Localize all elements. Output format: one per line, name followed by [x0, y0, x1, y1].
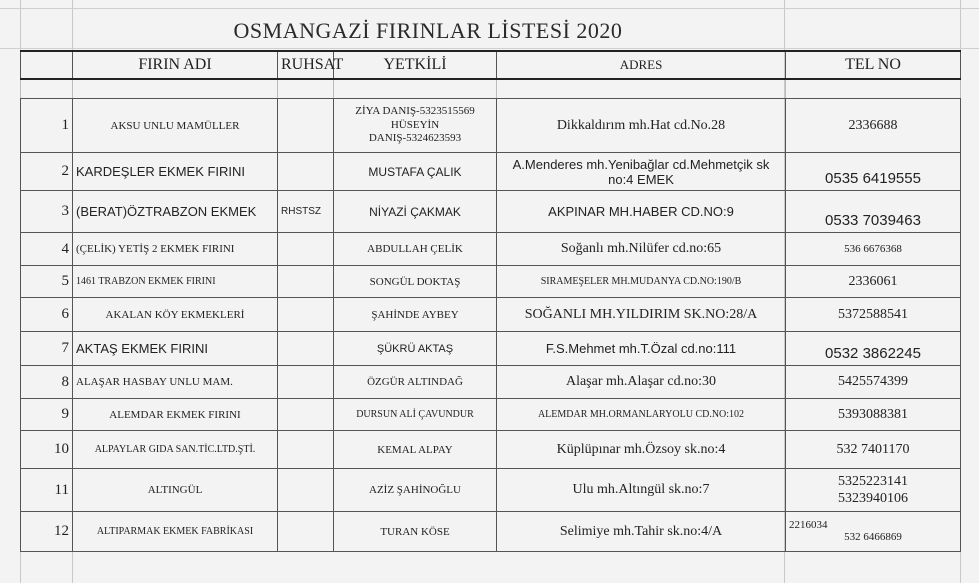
grid-row-line	[0, 48, 979, 49]
owner-line: DANIŞ-5324623593	[368, 132, 462, 145]
owner-cell: SONGÜL DOKTAŞ	[334, 266, 497, 298]
phone-cell: 0532 3862245	[786, 332, 961, 366]
address-cell: Alaşar mh.Alaşar cd.no:30	[497, 366, 786, 399]
address-cell: AKPINAR MH.HABER CD.NO:9	[497, 191, 786, 233]
bakery-name: KARDEŞLER EKMEK FIRINI	[73, 153, 278, 191]
table-row	[21, 366, 961, 399]
phone-line: 2216034	[789, 518, 828, 531]
row-number: 5	[21, 266, 73, 298]
owner-cell: AZİZ ŞAHİNOĞLU	[334, 469, 497, 512]
phone-line: 5325223141	[838, 473, 908, 489]
license-cell	[278, 431, 334, 469]
owner-cell: TURAN KÖSE	[334, 512, 497, 552]
owner-cell: ŞAHİNDE AYBEY	[334, 298, 497, 332]
bakery-name: ALEMDAR EKMEK FIRINI	[73, 399, 278, 431]
table-row	[21, 399, 961, 431]
license-cell	[278, 332, 334, 366]
table-row	[21, 332, 961, 366]
row-number: 8	[21, 366, 73, 399]
row-number: 12	[21, 512, 73, 552]
owner-cell: KEMAL ALPAY	[334, 431, 497, 469]
header-license: RUHSAT	[278, 51, 334, 79]
address-cell: A.Menderes mh.Yenibağlar cd.Mehmetçik sk no:4 EMEK	[497, 153, 786, 191]
header-address: ADRES	[497, 51, 786, 79]
phone-cell: 0535 6419555	[786, 153, 961, 191]
address-cell: Selimiye mh.Tahir sk.no:4/A	[497, 512, 786, 552]
phone-line: 5323940106	[838, 491, 908, 506]
license-cell: RHSTSZ	[278, 191, 334, 233]
table-row	[21, 99, 961, 153]
address-cell: Küplüpınar mh.Özsoy sk.no:4	[497, 431, 786, 469]
row-number: 6	[21, 298, 73, 332]
bakery-name: AKTAŞ EKMEK FIRINI	[73, 332, 278, 366]
table-row	[21, 153, 961, 191]
owner-cell: NİYAZİ ÇAKMAK	[334, 191, 497, 233]
address-cell: SOĞANLI MH.YILDIRIM SK.NO:28/A	[497, 298, 786, 332]
grid-row-line	[0, 8, 979, 9]
owner-cell: ŞÜKRÜ AKTAŞ	[334, 332, 497, 366]
row-number: 10	[21, 431, 73, 469]
table-row	[21, 431, 961, 469]
phone-cell: 2336061	[786, 266, 961, 298]
phone-cell: 0533 7039463	[786, 191, 961, 233]
phone-cell: 536 6676368	[786, 233, 961, 266]
bakery-name: (ÇELİK) YETİŞ 2 EKMEK FIRINI	[73, 233, 278, 266]
owner-cell: DURSUN ALİ ÇAVUNDUR	[334, 399, 497, 431]
license-cell	[278, 512, 334, 552]
table-row	[21, 298, 961, 332]
table-row	[21, 469, 961, 512]
row-number: 4	[21, 233, 73, 266]
page-title: OSMANGAZİ FIRINLAR LİSTESİ 2020	[233, 18, 623, 43]
bakery-name: 1461 TRABZON EKMEK FIRINI	[73, 266, 278, 298]
address-cell: ALEMDAR MH.ORMANLARYOLU CD.NO:102	[497, 399, 786, 431]
phone-cell: 532 7401170	[786, 431, 961, 469]
row-number: 1	[21, 99, 73, 153]
table-row	[21, 233, 961, 266]
bakery-name: ALAŞAR HASBAY UNLU MAM.	[73, 366, 278, 399]
phone-cell	[786, 469, 961, 512]
row-number: 7	[21, 332, 73, 366]
table-row	[21, 512, 961, 552]
phone-cell: 5425574399	[786, 366, 961, 399]
license-cell	[278, 366, 334, 399]
address-cell: Dikkaldırım mh.Hat cd.No.28	[497, 99, 786, 153]
license-cell	[278, 399, 334, 431]
bakery-name: ALTIPARMAK EKMEK FABRİKASI	[73, 512, 278, 552]
license-cell	[278, 233, 334, 266]
owner-line: ZİYA DANIŞ-5323515569	[355, 104, 475, 117]
bakery-name: ALPAYLAR GIDA SAN.TİC.LTD.ŞTİ.	[73, 431, 278, 469]
license-cell	[278, 153, 334, 191]
phone-cell: 5393088381	[786, 399, 961, 431]
row-number: 11	[21, 469, 73, 512]
bakery-name: (BERAT)ÖZTRABZON EKMEK	[73, 191, 278, 233]
license-cell	[278, 266, 334, 298]
table-row	[21, 266, 961, 298]
row-number: 2	[21, 153, 73, 191]
address-cell: Ulu mh.Altıngül sk.no:7	[497, 469, 786, 512]
license-cell	[278, 298, 334, 332]
license-cell	[278, 469, 334, 512]
spacer-row	[21, 79, 961, 99]
bakery-name: AKSU UNLU MAMÜLLER	[73, 99, 278, 153]
phone-line: 532 6466869	[844, 530, 902, 543]
bakery-name: ALTINGÜL	[73, 469, 278, 512]
header-owner: YETKİLİ	[334, 51, 497, 79]
header-row	[21, 51, 961, 79]
table-row	[21, 191, 961, 233]
row-number: 9	[21, 399, 73, 431]
owner-cell: MUSTAFA ÇALIK	[334, 153, 497, 191]
owner-cell: ABDULLAH ÇELİK	[334, 233, 497, 266]
header-name: FIRIN ADI	[73, 51, 278, 79]
phone-cell	[786, 512, 961, 552]
address-cell: F.S.Mehmet mh.T.Özal cd.no:111	[497, 332, 786, 366]
header-phone: TEL NO	[786, 51, 961, 79]
phone-cell: 5372588541	[786, 298, 961, 332]
header-number-cell	[21, 51, 73, 79]
phone-cell: 2336688	[786, 99, 961, 153]
address-cell: Soğanlı mh.Nilüfer cd.no:65	[497, 233, 786, 266]
owner-cell: ÖZGÜR ALTINDAĞ	[334, 366, 497, 399]
bakery-table	[20, 50, 961, 552]
owner-line: HÜSEYİN	[390, 118, 440, 131]
bakery-name: AKALAN KÖY EKMEKLERİ	[73, 298, 278, 332]
owner-cell	[334, 99, 497, 153]
address-cell: SIRAMEŞELER MH.MUDANYA CD.NO:190/B	[497, 266, 786, 298]
license-cell	[278, 99, 334, 153]
row-number: 3	[21, 191, 73, 233]
